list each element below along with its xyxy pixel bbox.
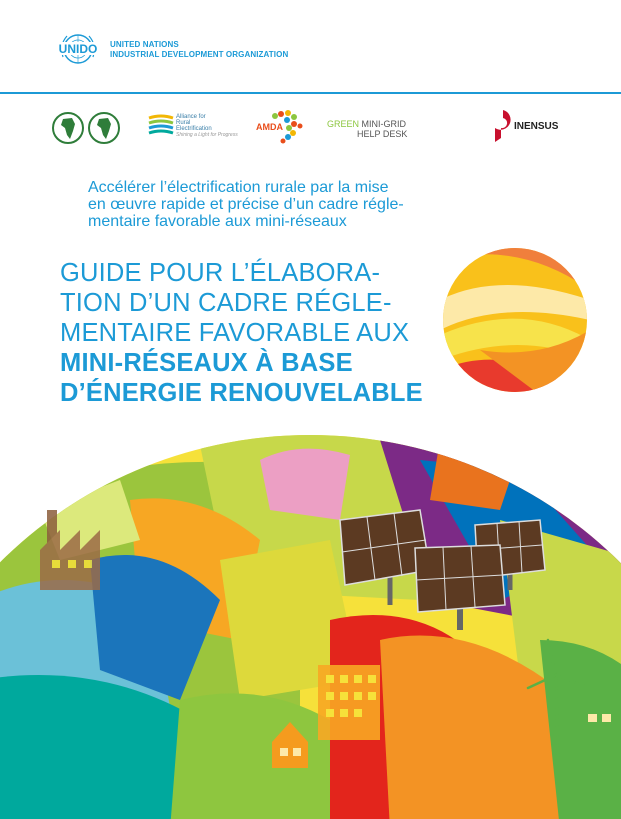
title-line-2: TION D’UN CADRE RÉGLE- <box>60 289 392 317</box>
title-line-3: MENTAIRE FAVORABLE AUX <box>60 319 410 347</box>
are-name <box>176 114 238 138</box>
subtitle-line-3: mentaire favorable aux mini-réseaux <box>88 213 347 230</box>
organization-name <box>110 40 288 60</box>
subtitle-line-2: en œuvre rapide et précise d’un cadre régle- <box>88 196 404 213</box>
are-line-2: Rural <box>176 120 191 126</box>
are-swoosh-icon <box>147 114 175 136</box>
title-line-5: D’ÉNERGIE RENOUVELABLE <box>60 379 423 407</box>
afdb-logo-icon <box>52 111 122 145</box>
are-line-1: Alliance for <box>176 114 206 120</box>
inensus-mark-icon <box>491 108 515 144</box>
org-line-2: INDUSTRIAL DEVELOPMENT ORGANIZATION <box>110 50 289 59</box>
gmg-help: HELP DESK <box>357 129 408 139</box>
unido-emblem-icon <box>53 31 103 71</box>
subtitle-line-1: Accélérer l’électrification rurale par la mise <box>88 179 389 196</box>
org-line-1: UNITED NATIONS <box>110 40 179 49</box>
cover-subtitle <box>88 179 518 230</box>
partner-logos <box>0 96 621 156</box>
cover-header <box>0 0 621 94</box>
gmg-mini: MINI-GRID <box>361 119 407 129</box>
are-line-3: Electrification <box>176 126 212 132</box>
are-tagline: Shining a Light for Progress <box>176 132 238 138</box>
building-icon <box>318 665 380 740</box>
amda-label: AMDA <box>256 122 283 132</box>
title-line-1: GUIDE POUR L’ÉLABORA- <box>60 259 381 287</box>
globe-landscape <box>0 430 621 819</box>
gmg-green: GREEN <box>327 119 360 129</box>
inensus-label: INENSUS <box>514 121 559 132</box>
unido-logo-text: UNIDO <box>58 42 98 56</box>
gmg-helpdesk-logo <box>327 119 407 139</box>
cover-title <box>60 258 490 408</box>
title-line-4: MINI-RÉSEAUX À BASE <box>60 349 353 377</box>
